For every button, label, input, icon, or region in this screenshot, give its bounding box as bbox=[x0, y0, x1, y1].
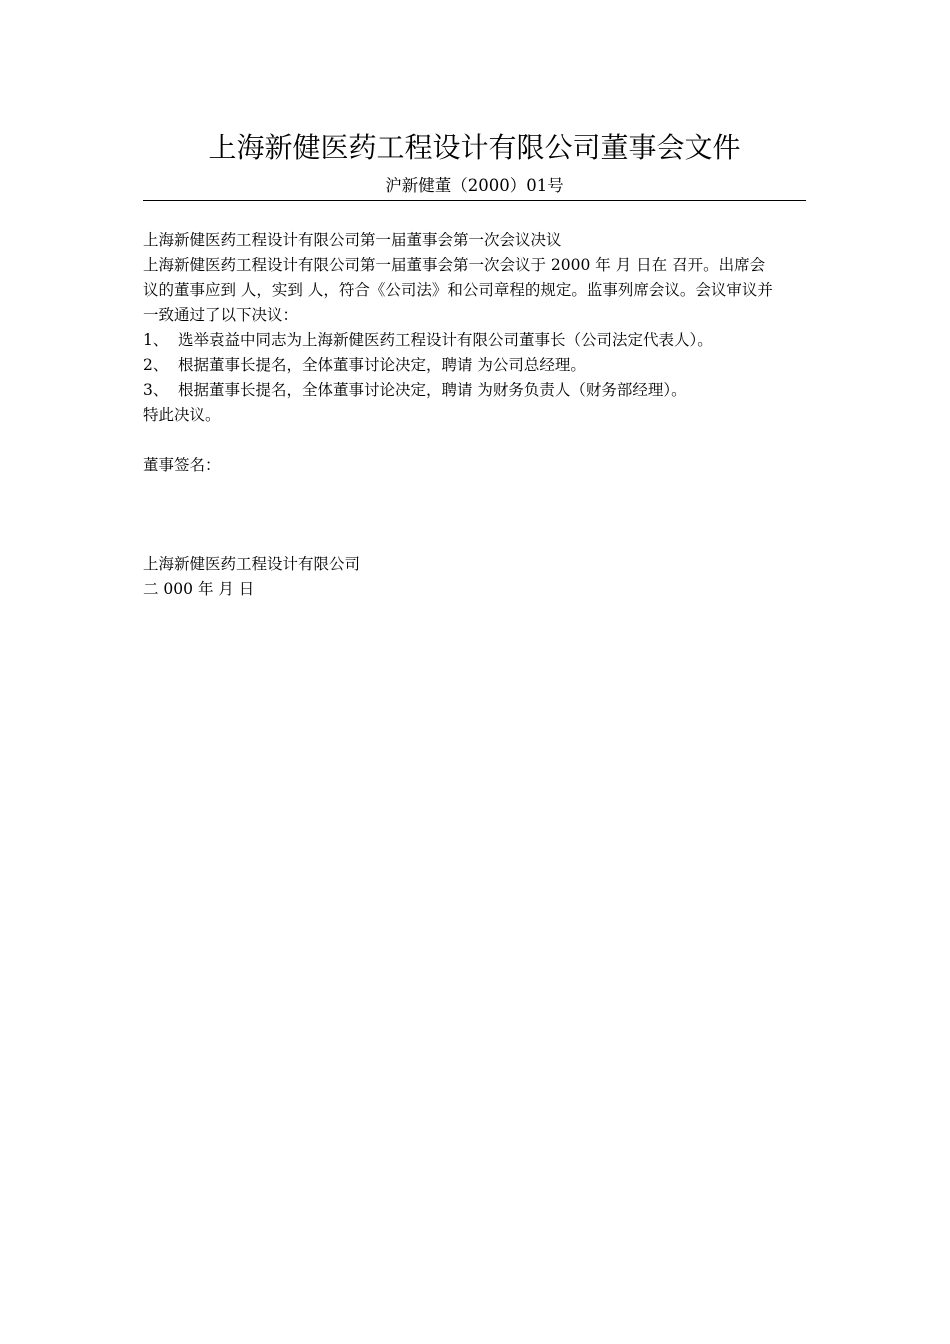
document-number: 沪新健董（2000）01号 bbox=[385, 176, 564, 195]
footer-date: 二 000 年 月 日 bbox=[143, 580, 255, 598]
footer-company: 上海新健医药工程设计有限公司 bbox=[143, 555, 361, 573]
resolution-text: 根据董事长提名，全体董事讨论决定，聘请 为财务负责人（财务部经理）。 bbox=[178, 381, 687, 399]
resolution-item bbox=[143, 328, 806, 352]
resolution-number: 2、 bbox=[143, 356, 169, 374]
signature-label: 董事签名： bbox=[143, 456, 221, 474]
resolution-number: 3、 bbox=[143, 381, 169, 399]
intro-line-3: 一致通过了以下决议： bbox=[143, 306, 299, 324]
resolution-number: 1、 bbox=[143, 331, 169, 349]
header-divider bbox=[143, 200, 806, 201]
resolution-item bbox=[143, 353, 806, 377]
closing-statement: 特此决议。 bbox=[143, 406, 221, 424]
resolution-item bbox=[143, 378, 806, 402]
resolution-text: 根据董事长提名，全体董事讨论决定，聘请 为公司总经理。 bbox=[178, 356, 586, 374]
intro-line-2: 议的董事应到 人，实到 人，符合《公司法》和公司章程的规定。监事列席会议。会议审议并 bbox=[143, 281, 773, 299]
resolution-text: 选举袁益中同志为上海新健医药工程设计有限公司董事长（公司法定代表人）。 bbox=[178, 331, 713, 349]
intro-line-1: 上海新健医药工程设计有限公司第一届董事会第一次会议于 2000 年 月 日在 召开。出席会 bbox=[143, 256, 766, 274]
resolution-heading: 上海新健医药工程设计有限公司第一届董事会第一次会议决议 bbox=[143, 231, 562, 249]
document-title: 上海新健医药工程设计有限公司董事会文件 bbox=[208, 131, 741, 164]
